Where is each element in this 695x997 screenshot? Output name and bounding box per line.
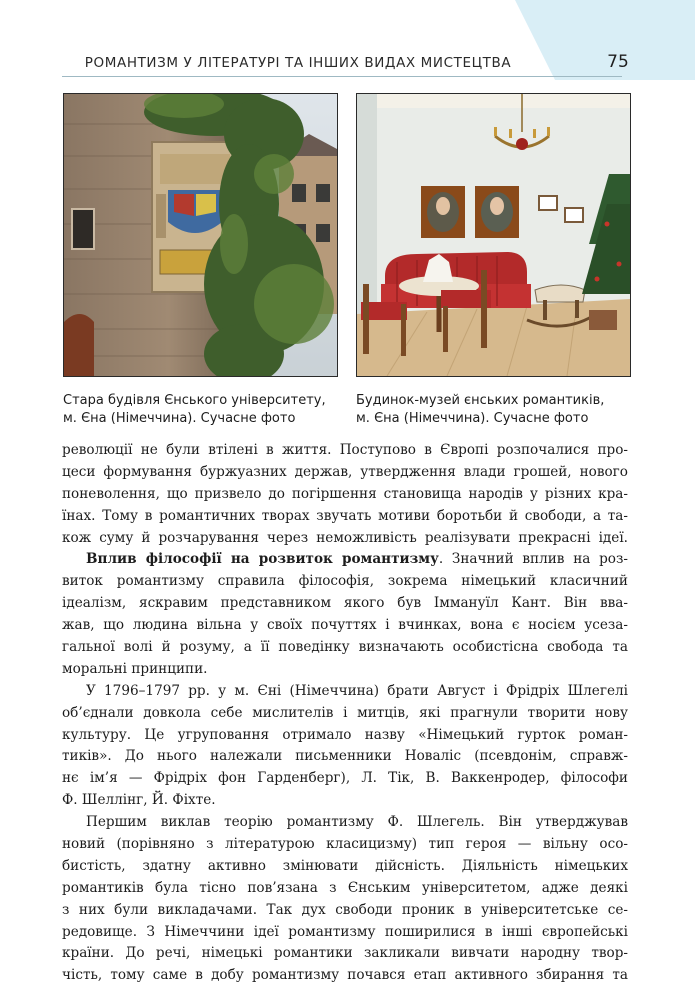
bold-lead: Вплив філософії на розвиток романтизму <box>86 551 439 568</box>
text-line: гальної волі й розуму, а її поведінку визначають особистісна свобода та <box>62 639 628 656</box>
text-line: Ф. Шеллінг, Й. Фіхте. <box>62 792 216 809</box>
paragraph-2 <box>62 549 628 680</box>
text-line: Першим виклав теорію романтизму Ф. Шлегель. Він утверджував <box>86 814 628 831</box>
text-line: У 1796–1797 рр. у м. Єні (Німеччина) брати Август і Фрідріх Шлегелі <box>86 682 628 699</box>
text-line: цеси формування буржуазних держав, утвердження влади грошей, нового <box>62 463 628 480</box>
text-line: редовище. З Німеччини ідеї романтизму поширилися в інші європейські <box>62 923 628 940</box>
photo-jena-university-tower <box>63 93 338 377</box>
caption-line: Стара будівля Єнського університету, <box>63 393 326 408</box>
caption-line: Будинок-музей єнських романтиків, <box>356 393 605 408</box>
text-line: об’єднали довкола себе мислителів і митців, які прагнули творити нову <box>62 704 628 721</box>
text-line: поневолення, що призвело до погіршення становища народів у різних кра- <box>62 485 628 502</box>
text-line: революції не були втілені в життя. Поступово в Європі розпочалися про- <box>62 442 628 458</box>
header-rule <box>62 76 622 77</box>
text-line: культуру. Це угруповання отримало назву «Німецький гурток роман- <box>62 726 628 743</box>
photo-romantics-museum-interior <box>356 93 631 377</box>
caption-right <box>356 392 646 428</box>
text-line: бистість, здатну активно змінювати дійсність. Діяльність німецьких <box>62 857 628 874</box>
text-line: жав, що людина вільна у своїх почуттях і вчинках, вона є носієм усеза- <box>62 617 628 634</box>
text-line: нє ім’я — Фрідріх фон Гарденберг), Л. Тік, В. Ваккенродер, філософи <box>62 770 628 787</box>
paragraph-1 <box>62 440 628 549</box>
text-line: романтиків була тісно пов’язана з Єнським університетом, адже деякі <box>62 879 628 896</box>
running-title: РОМАНТИЗМ У ЛІТЕРАТУРІ ТА ІНШИХ ВИДАХ МИСТЕЦТВА <box>84 55 512 71</box>
text-line: їнах. Тому в романтичних творах звучать мотиви боротьби й свободи, а та- <box>62 507 628 524</box>
page-number: 75 <box>607 52 629 72</box>
text-line: країни. До речі, німецькі романтики закликали вивчати народну твор- <box>62 945 628 962</box>
text-line: виток романтизму справила філософія, зокрема німецький класичний <box>62 573 628 590</box>
caption-left <box>63 392 353 428</box>
text-line: тиків». До нього належали письменники Новаліс (псевдонім, справж- <box>62 748 628 765</box>
text-line: ідеалізм, яскравим представником якого був Іммануїл Кант. Він вва- <box>62 595 628 612</box>
paragraph-3 <box>62 681 628 812</box>
text-line: з них були викладачами. Так дух свободи проник в університетське се- <box>62 901 628 918</box>
caption-line: м. Єна (Німеччина). Сучасне фото <box>356 411 589 426</box>
caption-line: м. Єна (Німеччина). Сучасне фото <box>63 411 296 426</box>
lead-rest: . Значний вплив на роз- <box>438 551 628 568</box>
text-line <box>62 549 628 571</box>
text-line: кож суму й розчарування через неможливість реалізувати прекрасні ідеї. <box>62 529 628 546</box>
paragraph-4 <box>62 812 628 987</box>
body-text <box>62 440 628 987</box>
text-line: моральні принципи. <box>62 660 208 677</box>
text-line: новий (порівняно з літературою класицизму) тип героя — вільну осо- <box>62 836 628 853</box>
text-line: чість, тому саме в добу романтизму почався етап активного збирання та <box>62 967 628 984</box>
